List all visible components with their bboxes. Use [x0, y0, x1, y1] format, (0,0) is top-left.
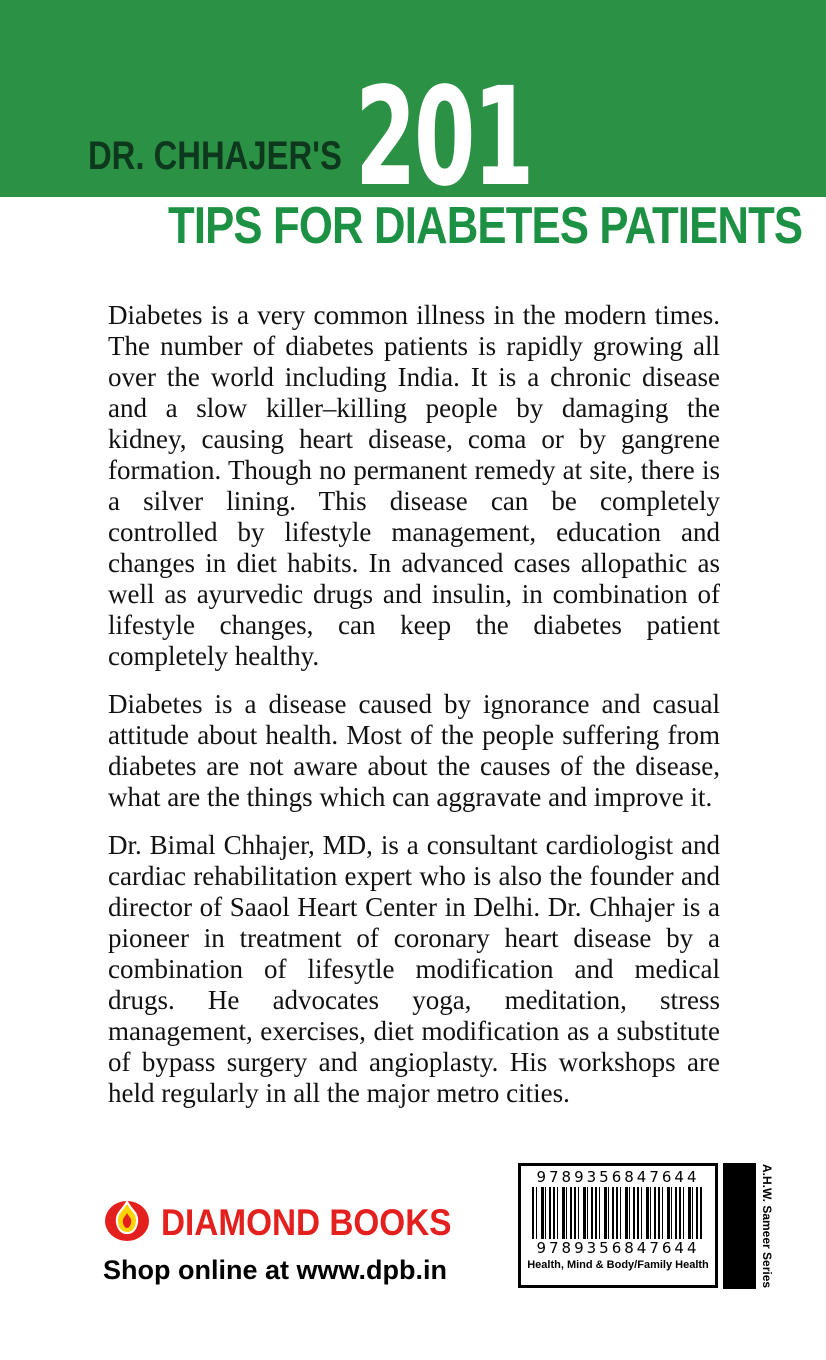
barcode-number-top: 9789356847644 [536, 1168, 700, 1186]
book-title: TIPS FOR DIABETES PATIENTS [168, 197, 803, 255]
paragraph-author-bio: Dr. Bimal Chhajer, MD, is a consultant cardiologist and cardiac rehabilitation expert who is also the founder and director of Saaol Heart Center in Delhi. Dr. Chhajer is a pioneer in treatment of coronary heart disease by a combination of lifesytle modification and medical drugs. He advocates yoga, meditation, stress management, exercises, diet modification as a substitute of bypass surgery and angioplasty. His workshops are held regularly in all the major metro cities. [108, 830, 720, 1108]
author-line: DR. CHHAJER'S [88, 134, 342, 178]
paragraph-disease-overview: Diabetes is a very common illness in the modern times. The number of diabetes patients is rapidly growing all over the world including India. It is a chronic disease and a slow killer–killing people by damaging the kidney, causing heart disease, coma or by gangrene formation. Though no permanent remedy at site, there is a silver lining. This disease can be completely controlled by lifestyle management, education and changes in diet habits. In advanced cases allopathic as well as ayurvedic drugs and insulin, in combination of lifestyle changes, can keep the diabetes patient completely healthy. [108, 300, 720, 671]
spine-black-bar [723, 1163, 756, 1289]
flame-logo-icon [103, 1196, 151, 1249]
publisher-name: DIAMOND BOOKS [161, 1201, 452, 1243]
back-cover-blurb [108, 300, 720, 1126]
green-header-band [0, 0, 826, 217]
barcode-number-bottom: 9789356847644 [536, 1239, 700, 1257]
series-label: A.H.W. Sameer Series [760, 1164, 774, 1289]
paragraph-ignorance: Diabetes is a disease caused by ignorance and casual attitude about health. Most of the people suffering from diabetes are not aware about the causes of the disease, what are the things which can aggravate and improve it. [108, 689, 720, 812]
publisher-block [103, 1196, 484, 1286]
barcode-category-label: Health, Mind & Body/Family Health [527, 1259, 709, 1271]
barcode-bars [532, 1187, 704, 1239]
shop-online-line: Shop online at www.dpb.in [103, 1255, 447, 1285]
big-number-201: 201 [355, 59, 532, 217]
barcode-box [518, 1163, 718, 1288]
